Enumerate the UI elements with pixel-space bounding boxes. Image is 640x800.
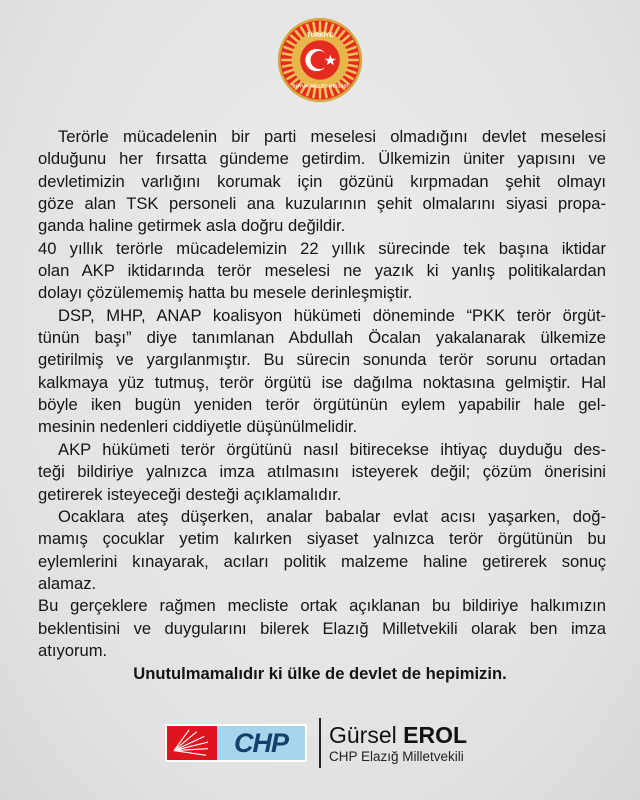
statement-line: mesinin nedenleri ciddiyetle düşünülmelidir. bbox=[38, 417, 358, 437]
signatory-name bbox=[329, 723, 467, 747]
divider bbox=[319, 718, 321, 768]
statement-line: olan AKP iktidarında terör meselesi ne yazık ki yanlış politikalardan bbox=[38, 261, 606, 281]
statement-line: Bu gerçeklere rağmen mecliste ortak açıklanan bu bildiriye halkımızın bbox=[38, 596, 606, 616]
last-name: EROL bbox=[403, 721, 468, 748]
signature-footer bbox=[165, 722, 467, 764]
statement-line: Ocaklara ateş düşerken, analar babalar evlat acısı yaşarken, doğ- bbox=[58, 506, 606, 526]
statement-line: atıyorum. bbox=[38, 640, 108, 660]
seal-top-text: TÜRKİYE bbox=[306, 32, 334, 39]
statement-line: kalkmaya yüz tutmuş, terör örgütü ise dağılma noktasına gelmiştir. Hal bbox=[38, 372, 606, 392]
statement-line: tünün başı” diye tanımlanan Abdullah Öcalan yakalanarak ülkemize bbox=[38, 328, 606, 348]
chp-logo-text: CHP bbox=[217, 726, 305, 760]
statement-line: 40 yıllık terörle mücadelemizin 22 yıllık sürecinde tek başına iktidar bbox=[38, 238, 606, 258]
first-name: Gürsel bbox=[329, 721, 397, 748]
tbmm-seal-logo bbox=[277, 17, 363, 103]
statement-line: alamaz. bbox=[38, 573, 97, 593]
statement-line: ganda haline getirmek asla doğru değildir. bbox=[38, 216, 346, 236]
statement-line: getirilmiş ve yargılanmıştır. Bu sürecin sonunda terör sorunu ortadan bbox=[38, 350, 606, 370]
statement-line: göze alan TSK personeli ana kuzularının şehit olmalarını siyasi propa- bbox=[38, 194, 606, 214]
statement-line: mamış çocuklar yetim kalırken siyaset yalnızca terör örgütünün bu bbox=[38, 529, 606, 549]
statement-line: AKP hükümeti terör örgütünü nasıl bitirecekse ihtiyaç duyduğu des- bbox=[58, 439, 606, 459]
statement-line: böyle iken bugün yeniden terör örgütünün eylem yapabilir hale gel- bbox=[38, 395, 606, 415]
signatory-role: CHP Elazığ Milletvekili bbox=[329, 748, 464, 764]
closing-statement: Unutulmamalıdır ki ülke de devlet de hepimizin. bbox=[133, 664, 507, 683]
statement-line: beklentisini ve duygularını bilerek Elazığ Milletvekili olarak ben imza bbox=[38, 618, 606, 638]
statement-line: devletimizin varlığını korumak için gözünü kırpmadan şehit olmayı bbox=[38, 171, 606, 191]
statement-line: teği bildiriye yalnızca imza atılmasını isteyerek değil; çözüm önerisini bbox=[38, 462, 606, 482]
statement-line: olduğunu her fırsatta gündeme getirdim. Ülkemizin üniter yapısını ve bbox=[38, 149, 606, 169]
statement-line: dolayı çözülememiş hatta bu mesele derinleşmiştir. bbox=[38, 283, 413, 303]
statement-line: getirerek isteyeceği desteği açıklamalıdır. bbox=[38, 484, 342, 504]
seal-bottom-text: BÜYÜK MİLLET MECLİSİ bbox=[292, 84, 348, 90]
six-arrows-icon bbox=[167, 726, 217, 760]
statement-line: eylemlerini kınayarak, acıları politik malzeme haline getirerek sonuç bbox=[38, 551, 606, 571]
chp-logo bbox=[165, 724, 307, 762]
statement-line: DSP, MHP, ANAP koalisyon hükümeti döneminde “PKK terör örgüt- bbox=[58, 305, 606, 325]
statement-body bbox=[38, 126, 606, 662]
statement-line: Terörle mücadelenin bir parti meselesi olmadığını devlet meselesi bbox=[58, 127, 606, 146]
